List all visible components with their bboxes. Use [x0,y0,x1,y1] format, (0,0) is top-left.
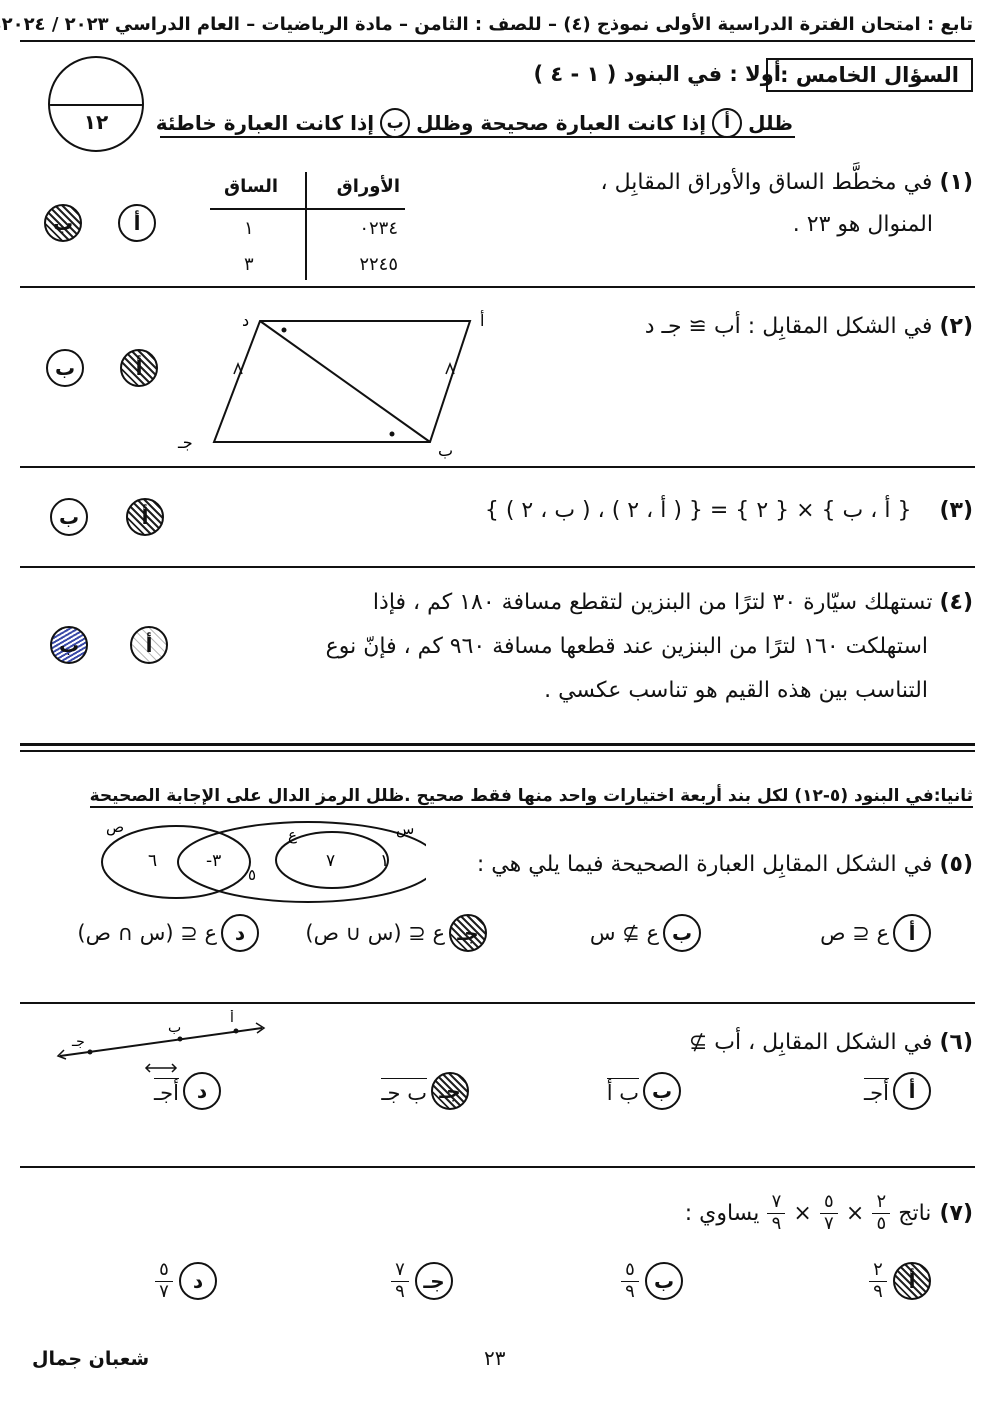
vertex-c: جـ [178,433,193,452]
q1-line1 [601,170,973,195]
venn-value-6: ٦ [148,851,158,871]
q7-frac-2-den: ٧ [824,1213,834,1235]
q3-number: (٣) [939,498,973,523]
q2-option-b[interactable]: ب [46,349,84,387]
leaves-row-1: ٠٢٣٤ [359,218,398,239]
q5-option-a-letter[interactable]: أ [893,914,931,952]
q7-option-c-num: ٧ [395,1259,405,1280]
venn-label-e: ع [288,826,297,844]
q5-option-a[interactable] [820,914,931,952]
instr-a: ظلل [748,111,793,135]
stem-leaf-table [210,172,410,282]
stem-row-2: ٣ [244,254,254,275]
q7-line [685,1192,973,1235]
point-b [178,1037,183,1042]
q7-text-post: يساوي : [684,1200,760,1226]
q4-option-b[interactable]: ب [50,626,88,664]
header-rule [20,40,975,42]
instr-symbol-a: أ [712,108,742,138]
q4-text-1: تستهلك سيّارة ٣٠ لترًا من البنزين لتقطع مسافة ١٨٠ كم ، فإذا [372,590,933,615]
angle-dot-top [282,328,287,333]
vertex-d: د [242,311,250,330]
q5-option-c[interactable] [305,914,487,952]
q3-text: { أ ، ب } × { ٢ } = { ( أ ، ٢ ) ، ( ب ، ٢ ) } [484,498,912,523]
leaves-header: الأوراق [336,176,400,197]
q7-option-d-num: ٥ [159,1259,169,1280]
q7-option-d-letter[interactable]: د [179,1262,217,1300]
question-title: السؤال الخامس : [766,58,973,92]
q7-times-2: × [793,1200,812,1226]
q5-option-d-letter[interactable]: د [221,914,259,952]
q7-option-b[interactable] [621,1260,683,1303]
q6-option-d-letter[interactable]: د [183,1072,221,1110]
score-value: ١٢ [83,110,109,134]
q2-number: (٢) [939,314,973,339]
separator-double-2 [20,750,975,752]
instr-end: إذا كانت العبارة خاطئة [155,111,375,135]
q6-option-c-letter[interactable]: جـ [431,1072,469,1110]
q5-text: في الشكل المقابِل العبارة الصحيحة فيما يلي هي : [476,852,933,877]
q5-option-d[interactable] [77,914,259,952]
part2-title: ثانيا:في البنود (٥-١٢) لكل بند أربعة اختيارات واحد منها فقط صحيح .ظلل الرمز الدال على الإجابة الصحيحة [89,786,973,806]
q1-option-b[interactable]: ب [44,204,82,242]
q7-option-a-letter[interactable]: أ [893,1262,931,1300]
vertex-b: ب [438,441,454,460]
q7-frac-1-num: ٢ [876,1191,887,1212]
table-vline [305,172,307,280]
q1-text-2: المنوال هو ٢٣ . [792,212,933,237]
point-a [234,1029,239,1034]
label-b: ب [168,1020,182,1036]
q7-option-a-num: ٢ [873,1259,883,1280]
q3-option-b[interactable]: ب [50,498,88,536]
q7-option-d[interactable] [155,1260,217,1303]
separator-1 [20,286,975,288]
q6-option-b[interactable] [607,1072,681,1110]
q7-frac-2 [820,1192,838,1235]
q7-frac-2-num: ٥ [824,1191,834,1212]
table-hline [210,208,405,210]
q6-option-c-text: ب جـ [381,1078,427,1105]
q4-number: (٤) [939,590,973,615]
q6-option-d[interactable] [154,1072,221,1110]
q7-option-d-frac [155,1260,173,1303]
q7-times-1: × [845,1200,865,1226]
venn-value-m3: -٣ [206,851,222,871]
q6-option-a[interactable] [864,1072,931,1110]
parallelogram [214,321,470,442]
q4-text-3: التناسب بين هذه القيم هو تناسب عكسي . [544,678,928,703]
venn-value-7: ٧ [326,851,336,871]
instruction-underline [160,136,795,138]
q7-option-a[interactable] [869,1260,931,1303]
q5-venn-diagram [96,818,426,908]
point-c [88,1050,93,1055]
q7-option-c-frac [391,1260,409,1303]
q7-option-a-den: ٩ [873,1281,883,1303]
separator-2 [20,466,975,468]
page-number: ٢٣ [484,1346,506,1370]
page-header: تابع : امتحان الفترة الدراسية الأولى نموذج (٤) – للصف : الثامن – مادة الرياضيات – العام الدراسي ٢٠٢٣ / ٢٠٢٤ [1,14,973,35]
q5-option-b[interactable] [590,914,701,952]
q7-text-pre: ناتج [898,1200,932,1226]
q5-line [477,852,973,877]
q1-option-a[interactable]: أ [118,204,156,242]
vertex-a: أ [480,311,485,330]
venn-label-s: س [396,820,415,838]
q4-option-a[interactable]: أ [130,626,168,664]
q2-text: في الشكل المقابِل : أب ≅ جـ د [644,314,933,339]
q7-option-b-frac [621,1260,639,1303]
separator-4 [20,1002,975,1004]
part1-instruction [156,108,793,138]
q7-option-c[interactable] [391,1260,453,1303]
q5-option-c-text: ع ⊆ (س ∪ ص) [305,921,445,945]
parallel-mark-left [234,364,242,374]
q4-text-2: استهلكت ١٦٠ لترًا من البنزين عند قطعها مسافة ٩٦٠ كم ، فإنّ نوع [325,634,928,659]
label-c: جـ [72,1034,85,1050]
q6-option-a-letter[interactable]: أ [893,1072,931,1110]
q7-option-c-den: ٩ [395,1281,405,1303]
venn-label-p: ص [106,818,125,836]
angle-dot-bottom [390,432,395,437]
q6-option-d-text: أجـ [154,1078,179,1105]
q6-option-c[interactable] [381,1072,469,1110]
instr-mid: إذا كانت العبارة صحيحة وظلل [416,111,707,135]
instr-symbol-b: ب [380,108,410,138]
q7-option-b-den: ٩ [625,1281,635,1303]
q6-line [689,1030,973,1055]
q7-frac-1 [872,1192,890,1235]
q7-option-a-frac [869,1260,887,1303]
q7-option-b-num: ٥ [625,1259,635,1280]
stem-row-1: ١ [244,218,254,239]
q6-text: في الشكل المقابِل ، أب ⊉ [688,1030,933,1055]
stem-header: الساق [224,176,279,197]
venn-value-1: ١ [380,851,390,871]
q5-option-b-letter[interactable]: ب [663,914,701,952]
q3-option-a[interactable]: أ [126,498,164,536]
author-name: شعبان جمال [32,1348,150,1370]
q7-frac-3-den: ٩ [771,1213,782,1235]
diagonal [260,321,430,442]
score-divider [50,104,142,106]
q3-line [485,498,973,523]
score-circle [48,56,144,152]
q1-text-1: في مخطَّط الساق والأوراق المقابِل ، [600,170,933,195]
q5-option-b-text: ع ⊉ س [589,921,659,945]
separator-double-1 [20,743,975,746]
separator-3 [20,566,975,568]
q4-line1 [373,590,973,615]
q6-number: (٦) [939,1030,973,1055]
q2-parallelogram-figure [170,306,510,466]
q2-line [645,314,973,339]
q6-line-figure [50,1010,280,1080]
q6-option-b-letter[interactable]: ب [643,1072,681,1110]
q6-option-b-text: ب أ [607,1078,639,1105]
separator-5 [20,1166,975,1168]
q5-option-a-text: ع ⊆ ص [820,921,889,945]
q5-number: (٥) [939,852,973,877]
q5-option-c-letter[interactable]: جـ [449,914,487,952]
part1-title: أولا : في البنود ( ١ - ٤ ) [533,62,781,86]
q1-number: (١) [939,170,973,195]
parallel-mark-right [446,364,454,374]
q7-frac-3-num: ٧ [771,1191,782,1212]
q2-option-a[interactable]: أ [120,349,158,387]
q7-option-b-letter[interactable]: ب [645,1262,683,1300]
leaves-row-2: ٢٢٤٥ [359,254,398,275]
q7-number: (٧) [939,1200,973,1226]
q7-option-c-letter[interactable]: جـ [415,1262,453,1300]
q5-option-d-text: ع ⊆ (س ∩ ص) [77,921,217,945]
q7-option-d-den: ٧ [159,1281,169,1303]
q7-frac-1-den: ٥ [876,1213,887,1235]
venn-value-5: ٥ [248,866,257,884]
label-a: أ [230,1010,234,1026]
venn-set-p [102,826,250,898]
q7-frac-3 [767,1192,785,1235]
q6-option-a-text: أجـ [864,1078,889,1105]
